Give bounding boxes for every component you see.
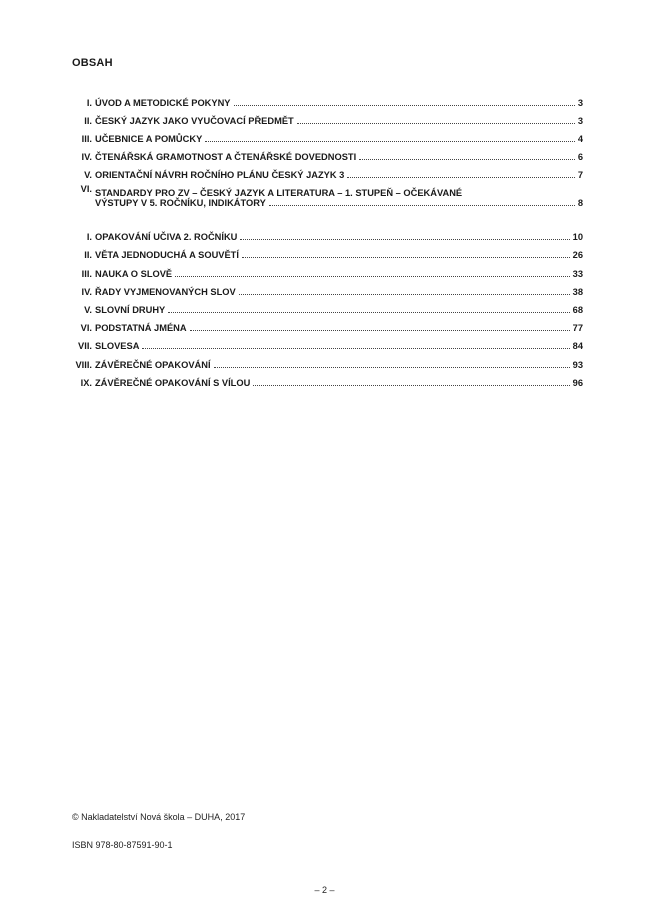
toc-entry-number: III. [81, 268, 92, 279]
toc-entry-page: 77 [572, 323, 583, 334]
toc-entry-title: ÚVOD A METODICKÉ POKYNY [95, 98, 231, 108]
toc-entry[interactable] [72, 144, 583, 162]
toc-entry[interactable] [72, 279, 583, 297]
toc-entry-number: VI. [80, 323, 92, 334]
toc-entry[interactable] [72, 297, 583, 315]
toc-entry-title: ČESKÝ JAZYK JAKO VYUČOVACÍ PŘEDMĚT [95, 116, 294, 126]
dot-leader [242, 256, 570, 258]
toc-entry-title: ZÁVĚREČNÉ OPAKOVÁNÍ [95, 359, 211, 370]
toc-entry-number: VII. [78, 341, 92, 352]
toc-entry-title: PODSTATNÁ JMÉNA [95, 323, 187, 334]
toc-entry-title: ČTENÁŘSKÁ GRAMOTNOST A ČTENÁŘSKÉ DOVEDNOSTI [95, 152, 357, 162]
toc-entry-title: NAUKA O SLOVĚ [95, 268, 173, 279]
toc-entry-number: II. [84, 116, 92, 126]
dot-leader [347, 176, 575, 178]
isbn-text: ISBN 978-80-87591-90-1 [72, 840, 173, 850]
toc-entry-title: ORIENTAČNÍ NÁVRH ROČNÍHO PLÁNU ČESKÝ JAZYK 3 [95, 170, 345, 180]
copyright-text: © Nakladatelství Nová škola – DUHA, 2017 [72, 812, 246, 822]
toc-entry-page: 93 [572, 359, 583, 370]
toc-entry-page: 3 [577, 98, 583, 108]
toc-entry[interactable] [72, 260, 583, 278]
toc-entry-number: IV. [81, 286, 92, 297]
toc-entry-number: III. [81, 134, 92, 144]
toc-entry-page: 3 [577, 116, 583, 126]
toc-entry-page: 38 [572, 286, 583, 297]
dot-leader [175, 275, 570, 277]
toc-entry-number: VI. [80, 184, 92, 194]
toc-entry-title: ZÁVĚREČNÉ OPAKOVÁNÍ S VÍLOU [95, 377, 251, 388]
dot-leader [240, 238, 569, 240]
toc-entry-number: V. [84, 170, 92, 180]
toc-entry-page: 8 [577, 198, 583, 208]
toc-entry-number: VIII. [75, 359, 92, 370]
dot-leader [205, 140, 575, 142]
dot-leader [142, 347, 569, 349]
toc-heading: OBSAH [72, 57, 113, 69]
toc-entry-title: VĚTA JEDNODUCHÁ A SOUVĚTÍ [95, 250, 239, 261]
dot-leader [269, 204, 575, 206]
toc-entry-page: 68 [572, 304, 583, 315]
toc-entry-title: SLOVESA [95, 341, 140, 352]
toc-entry[interactable] [72, 351, 583, 369]
toc-entry[interactable] [72, 90, 583, 108]
dot-leader [168, 311, 569, 313]
toc-entry-number: I. [86, 98, 92, 108]
dot-leader [234, 104, 575, 106]
page-number: – 2 – [314, 885, 335, 895]
toc-entry[interactable] [72, 315, 583, 333]
toc-entry-number: IV. [81, 152, 92, 162]
toc-entry-number: I. [86, 232, 92, 243]
toc-entry-page: 33 [572, 268, 583, 279]
toc-entry[interactable] [72, 162, 583, 180]
dot-leader [297, 122, 575, 124]
toc-entry-page: 4 [577, 134, 583, 144]
toc-entry-page: 26 [572, 250, 583, 261]
toc-entry-title-line1: STANDARDY PRO ZV – ČESKÝ JAZYK A LITERATURA – 1. STUPEŇ – OČEKÁVANÉ [95, 188, 463, 198]
toc-entry-page: 7 [577, 170, 583, 180]
toc-entry-number: V. [84, 304, 92, 315]
dot-leader [253, 384, 569, 386]
toc-entry-number: IX. [80, 377, 92, 388]
toc-entry[interactable] [72, 370, 583, 388]
toc-entry[interactable] [72, 224, 583, 242]
toc-part-b [72, 224, 583, 388]
toc-entry[interactable] [72, 108, 583, 126]
toc-entry-title: ŘADY VYJMENOVANÝCH SLOV [95, 286, 236, 297]
dot-leader [214, 366, 570, 368]
toc-entry-page: 84 [572, 341, 583, 352]
toc-entry-title: UČEBNICE A POMŮCKY [95, 134, 203, 144]
toc-entry-page: 6 [577, 152, 583, 162]
dot-leader [359, 158, 575, 160]
dot-leader [190, 329, 570, 331]
toc-entry[interactable] [72, 333, 583, 351]
toc-entry-page: 10 [572, 232, 583, 243]
toc-entry[interactable] [72, 126, 583, 144]
toc-entry-title: OPAKOVÁNÍ UČIVA 2. ROČNÍKU [95, 232, 238, 243]
toc-entry[interactable] [72, 180, 583, 208]
toc-entry-page: 96 [572, 377, 583, 388]
toc-entry-title: SLOVNÍ DRUHY [95, 304, 166, 315]
toc-part-a [72, 90, 583, 208]
dot-leader [239, 293, 570, 295]
toc-entry-title-line2: VÝSTUPY V 5. ROČNÍKU, INDIKÁTORY [95, 198, 266, 208]
toc-entry[interactable] [72, 242, 583, 260]
toc-entry-number: II. [84, 250, 92, 261]
